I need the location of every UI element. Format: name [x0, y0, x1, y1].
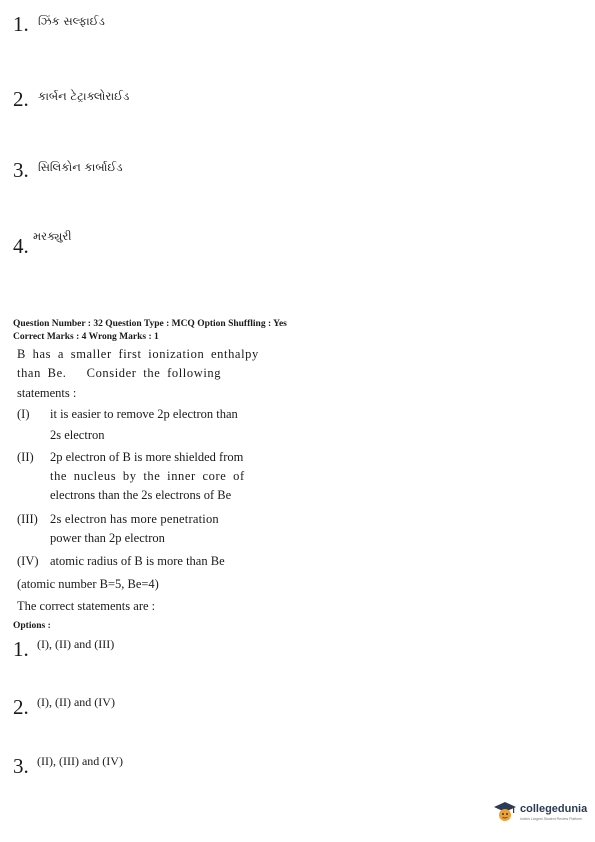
statement-line: 2p electron of B is more shielded from	[50, 450, 244, 464]
option-number: 3.	[13, 754, 29, 778]
statement-line: 2s electron has more penetration	[50, 512, 219, 526]
graduate-icon	[493, 800, 517, 824]
statement-label: (III)	[17, 512, 38, 526]
statement-line: power than 2p electron	[50, 531, 165, 545]
option-number: 1.	[13, 637, 29, 661]
option-text: સિલિકોન કાર્બાઈડ	[38, 160, 123, 174]
statement-label: (IV)	[17, 554, 39, 568]
question-intro-line: statements :	[17, 386, 77, 400]
option-number: 3.	[13, 158, 29, 182]
question-ask: The correct statements are :	[17, 599, 156, 613]
option-number: 1.	[13, 12, 29, 36]
collegedunia-logo	[493, 798, 593, 832]
question-intro-line: than Be. Consider the following	[17, 366, 222, 380]
logo-tagline: India's Largest Student Review Platform	[520, 817, 583, 821]
statement-line: it is easier to remove 2p electron than	[50, 407, 238, 421]
question-meta-line-1: Question Number : 32 Question Type : MCQ Option Shuffling : Yes	[13, 319, 287, 329]
statement-label: (II)	[17, 450, 34, 464]
statement-label: (I)	[17, 407, 30, 421]
option-text: કાર્બન ટેટ્રાક્લોરાઈડ	[38, 89, 130, 103]
option-text: (I), (II) and (IV)	[37, 695, 115, 709]
option-number: 4.	[13, 234, 29, 258]
statement-line: 2s electron	[50, 428, 105, 442]
option-text: ઝિંક સલ્ફાઈડ	[38, 14, 105, 28]
option-number: 2.	[13, 695, 29, 719]
option-text: (I), (II) and (III)	[37, 637, 115, 651]
option-text: (II), (III) and (IV)	[37, 754, 123, 768]
logo-name: collegedunia	[520, 803, 588, 815]
question-note: (atomic number B=5, Be=4)	[17, 577, 159, 591]
statement-line: atomic radius of B is more than Be	[50, 554, 225, 568]
question-intro-line: B has a smaller first ionization enthalpy	[17, 347, 259, 361]
option-text: મરક્યુરી	[33, 229, 72, 243]
question-meta-line-2: Correct Marks : 4 Wrong Marks : 1	[13, 332, 159, 342]
statement-line: electrons than the 2s electrons of Be	[50, 488, 232, 502]
statement-line: the nucleus by the inner core of	[50, 469, 245, 483]
option-number: 2.	[13, 87, 29, 111]
options-heading: Options :	[13, 621, 51, 631]
